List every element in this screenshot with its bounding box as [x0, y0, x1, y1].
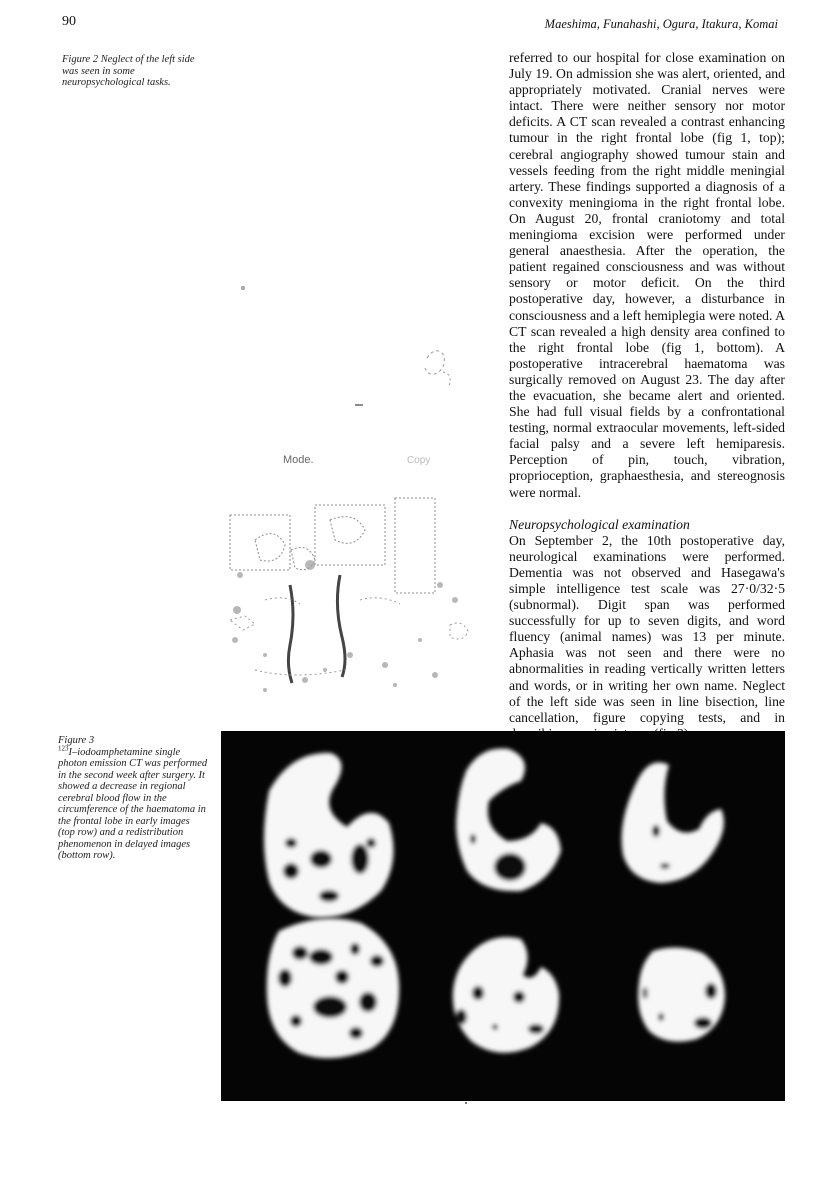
figure-2-caption: Figure 2 Neglect of the left side was seen in some neuropsychological tasks.: [62, 54, 195, 88]
spect-slice-delayed-3: [638, 947, 725, 1041]
spect-slice-early-1: [264, 753, 394, 918]
figure-3-caption-body: I–iodoamphetamine single photon emission CT was performed in the second week after surgery. It showed a decrease in regional cerebral blood flow in the circumference of the haematoma in the frontal lobe in early images (top row) and a redistribution phenomenon in delayed images (bottom row).: [58, 746, 208, 861]
figure-2-label-copy: Copy: [407, 455, 431, 466]
figure-3-caption-title: Figure 3: [58, 735, 95, 746]
body-paragraph: referred to our hospital for close examination on July 19. On admission she was alert, oriented, and appropriately motivated. Cranial nerves were intact. There were neither sensory nor motor deficits. A CT scan revealed a contrast enhancing tumour in the right frontal lobe (fig 1, top); cerebral angiography showed tumour stain and vessels feeding from the right middle meningial artery. These findings supported a diagnosis of a convexity meningioma in the right frontal lobe. On August 20, frontal craniotomy and total meningioma excision were performed under general anaesthesia. After the operation, the patient regained consciousness and was without sensory or motor deficit. On the third postoperative day, however, a disturbance in consciousness and a left hemiplegia were noted. A CT scan revealed a high density area confined to the right frontal lobe (fig 1, bottom). A postoperative intracerebral haematoma was surgically removed on August 23. The day after the evacuation, she became alert and oriented. She had full visual fields by a confrontational testing, normal extraocular movements, left-sided facial palsy and a severe left hemiparesis. Perception of pin, touch, vibration, proprioception, graphaesthesia, and stereognosis were normal.: [509, 50, 785, 500]
figure-3-caption-superscript: 123: [58, 744, 69, 752]
running-head-authors: Maeshima, Funahashi, Ogura, Itakura, Komai: [544, 17, 778, 31]
spect-slice-delayed-1: [267, 919, 399, 1059]
figure-3-spect-image-panel: [221, 731, 785, 1101]
body-paragraph: On September 2, the 10th postoperative day, neurological examinations were performed. Dementia was not observed and Hasegawa's simple intelligence test scale was 27·0/32·5 (subnormal). Digit span was performed successfully for up to seven digits, and word fluency (animal names) was 13 per minute. Aphasia was not seen and there were no abnormalities in reading vertically written letters and words, or in writing her own name. Neglect of the left side was seen in line bisection, line cancellation, figure copying tests, and in: [509, 532, 785, 725]
body-text-column: [509, 50, 785, 742]
scan-artifact-dot: [465, 1102, 467, 1104]
figure-2-label-model: Mode.: [283, 454, 314, 466]
page-number: 90: [62, 14, 76, 29]
spect-slice-delayed-2: [453, 937, 559, 1053]
spect-slice-early-2: [456, 748, 561, 891]
section-heading: Neuropsychological examination: [509, 516, 690, 532]
figure-3-caption: [58, 735, 208, 862]
spect-slice-early-3: [622, 762, 724, 883]
figure-2-image: [195, 280, 495, 730]
